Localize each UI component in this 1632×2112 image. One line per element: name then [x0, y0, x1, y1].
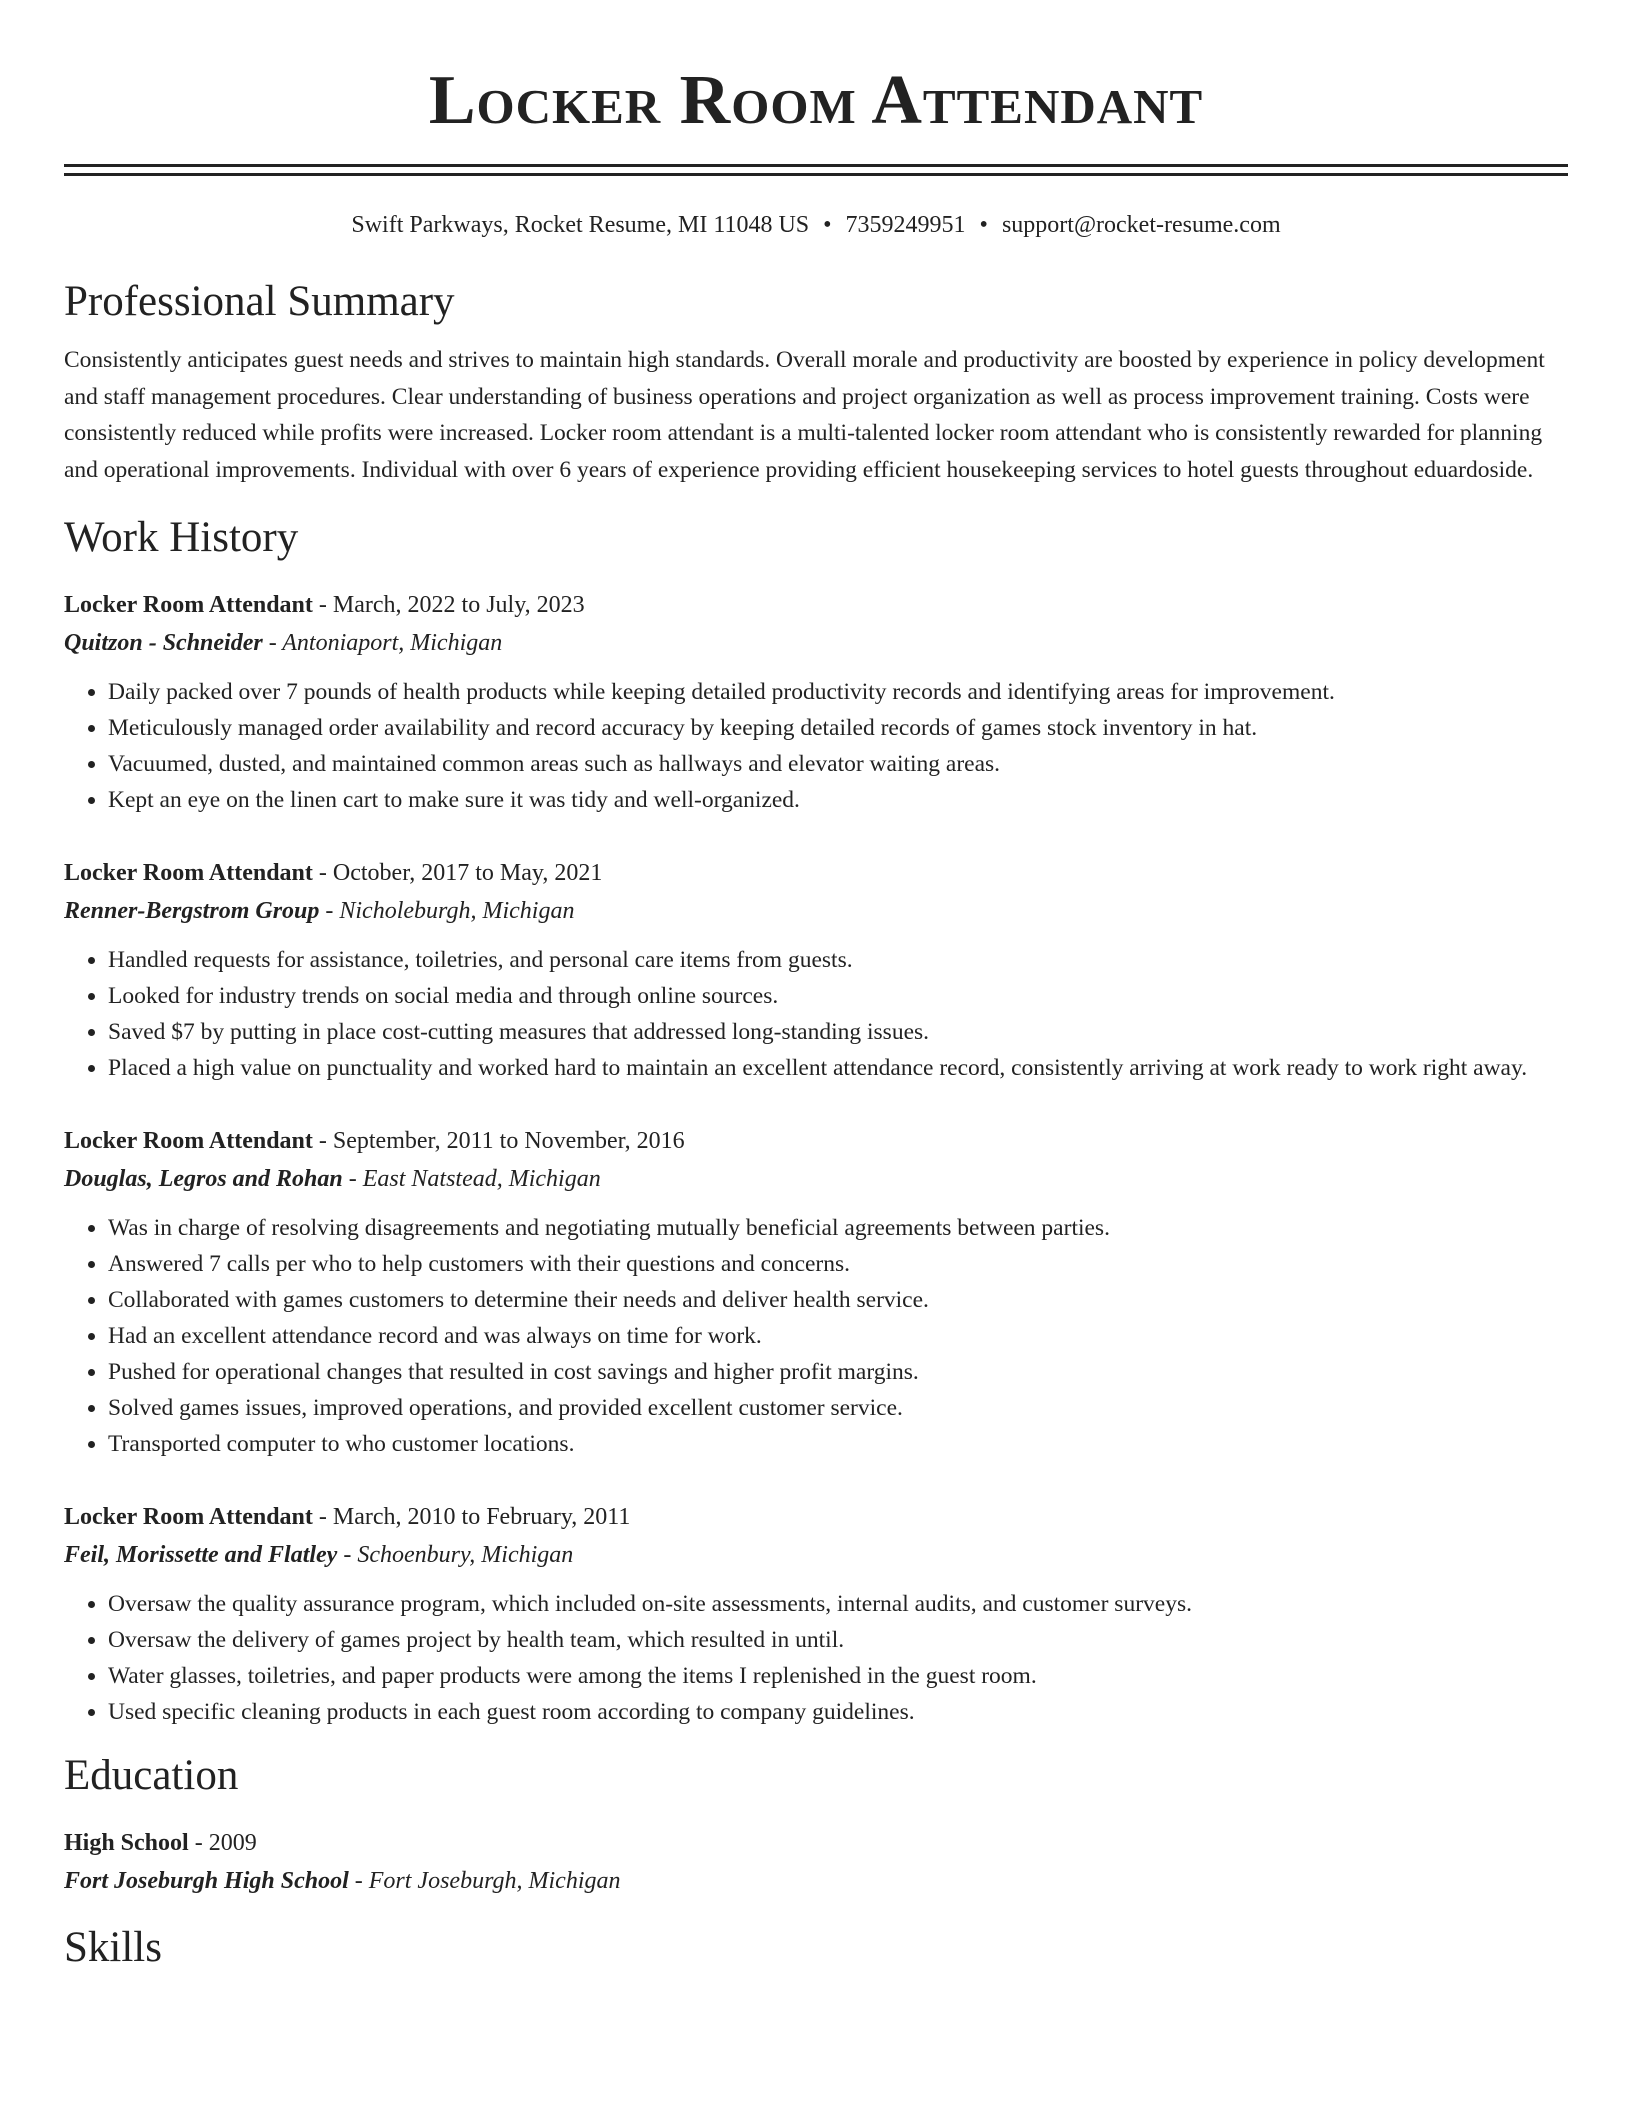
contact-line — [64, 210, 1568, 240]
summary-text: Consistently anticipates guest needs and strives to maintain high standards. Overall morale and productivity are boosted by experience in policy development and staff management procedures. Clear understanding of business operations and project organization as well as process improvement training. Costs were consistently reduced while profits were increased. Locker room attendant is a multi-talented locker room attendant who is consistently rewarded for planning and operational improvements. Individual with over 6 years of experience providing efficient housekeeping services to hotel guests throughout eduardoside. — [64, 347, 1545, 483]
job-location: East Natstead, Michigan — [362, 1166, 601, 1192]
job-title-line: Locker Room Attendant - September, 2011 to November, 2016 — [64, 1128, 685, 1154]
education-degree-line: High School - 2009 — [64, 1830, 257, 1856]
education-year: 2009 — [208, 1830, 257, 1856]
job-bullet: • Looked for industry trends on social media and through online sources. — [108, 978, 1568, 1014]
job-company-line: Douglas, Legros and Rohan - East Natstead, Michigan — [64, 1166, 601, 1192]
job-dates: October, 2017 to May, 2021 — [332, 860, 603, 886]
job-location: Antoniaport, Michigan — [282, 630, 503, 656]
job-bullet: • Kept an eye on the linen cart to make sure it was tidy and well-organized. — [108, 782, 1568, 818]
job-bullet: • Transported computer to who customer locations. — [108, 1426, 1568, 1462]
contact-separator: • — [823, 212, 832, 238]
job-title: Locker Room Attendant — [64, 1128, 313, 1154]
job-location: Nicholeburgh, Michigan — [339, 898, 575, 924]
job-bullet: • Meticulously managed order availability and record accuracy by keeping detailed records of games stock inventory in hat. — [108, 710, 1568, 746]
job-bullets — [64, 1586, 1568, 1730]
section-title-summary: Professional Summary — [64, 278, 455, 325]
job-bullet: • Was in charge of resolving disagreements and negotiating mutually beneficial agreements between parties. — [108, 1210, 1568, 1246]
job-company-line: Renner-Bergstrom Group - Nicholeburgh, Michigan — [64, 898, 575, 924]
job-bullet: • Placed a high value on punctuality and worked hard to maintain an excellent attendance record, consistently arriving at work ready to work right away. — [108, 1050, 1568, 1086]
job-location: Schoenbury, Michigan — [357, 1542, 574, 1568]
education-location: Fort Joseburgh, Michigan — [368, 1868, 621, 1894]
job-entry — [64, 1498, 1568, 1730]
job-bullets — [64, 674, 1568, 818]
contact-phone: 7359249951 — [845, 212, 966, 238]
job-bullet: • Collaborated with games customers to determine their needs and deliver health service. — [108, 1282, 1568, 1318]
job-company: Quitzon - Schneider — [64, 630, 263, 656]
job-company: Feil, Morissette and Flatley — [64, 1542, 338, 1568]
contact-address: Swift Parkways, Rocket Resume, MI 11048 US — [351, 212, 810, 238]
job-bullet: • Used specific cleaning products in each guest room according to company guidelines. — [108, 1694, 1568, 1730]
job-company: Douglas, Legros and Rohan — [64, 1166, 343, 1192]
job-title: Locker Room Attendant — [64, 860, 313, 886]
education-entry — [64, 1824, 1568, 1900]
job-company-line: Feil, Morissette and Flatley - Schoenbury, Michigan — [64, 1542, 574, 1568]
header-rule-bottom — [64, 173, 1568, 176]
job-entry — [64, 586, 1568, 818]
job-bullets — [64, 942, 1568, 1086]
job-bullet: • Handled requests for assistance, toiletries, and personal care items from guests. — [108, 942, 1568, 978]
job-entry — [64, 1122, 1568, 1462]
candidate-name: Locker Room Attendant — [428, 62, 1204, 139]
education-school: Fort Joseburgh High School — [64, 1868, 349, 1894]
job-title-line: Locker Room Attendant - March, 2022 to July, 2023 — [64, 592, 585, 618]
job-bullets — [64, 1210, 1568, 1462]
job-dates: September, 2011 to November, 2016 — [332, 1128, 685, 1154]
section-title-skills: Skills — [64, 1924, 162, 1971]
job-company-line: Quitzon - Schneider - Antoniaport, Michigan — [64, 630, 503, 656]
education-degree: High School — [64, 1830, 189, 1856]
section-title-work-history: Work History — [64, 514, 299, 561]
job-bullet: • Oversaw the delivery of games project by health team, which resulted in until. — [108, 1622, 1568, 1658]
job-title: Locker Room Attendant — [64, 592, 313, 618]
job-entry — [64, 854, 1568, 1086]
section-title-education: Education — [64, 1752, 239, 1799]
job-bullet: • Solved games issues, improved operations, and provided excellent customer service. — [108, 1390, 1568, 1426]
job-company: Renner-Bergstrom Group — [64, 898, 320, 924]
job-dates: March, 2022 to July, 2023 — [332, 592, 585, 618]
header-rule-top — [64, 164, 1568, 167]
contact-email: support@rocket-resume.com — [1001, 212, 1281, 238]
job-title-line: Locker Room Attendant - March, 2010 to February, 2011 — [64, 1504, 631, 1530]
job-title: Locker Room Attendant — [64, 1504, 313, 1530]
job-bullet: • Water glasses, toiletries, and paper products were among the items I replenished in the guest room. — [108, 1658, 1568, 1694]
job-title-line: Locker Room Attendant - October, 2017 to May, 2021 — [64, 860, 603, 886]
job-bullet: • Oversaw the quality assurance program, which included on-site assessments, internal audits, and customer surveys. — [108, 1586, 1568, 1622]
job-bullet: • Had an excellent attendance record and was always on time for work. — [108, 1318, 1568, 1354]
job-dates: March, 2010 to February, 2011 — [332, 1504, 631, 1530]
education-school-line: Fort Joseburgh High School - Fort Joseburgh, Michigan — [64, 1868, 621, 1894]
contact-separator: • — [979, 212, 988, 238]
job-bullet: • Daily packed over 7 pounds of health products while keeping detailed productivity records and identifying areas for improvement. — [108, 674, 1568, 710]
job-bullet: • Answered 7 calls per who to help customers with their questions and concerns. — [108, 1246, 1568, 1282]
job-bullet: • Saved $7 by putting in place cost-cutting measures that addressed long-standing issues. — [108, 1014, 1568, 1050]
job-bullet: • Vacuumed, dusted, and maintained common areas such as hallways and elevator waiting areas. — [108, 746, 1568, 782]
job-bullet: • Pushed for operational changes that resulted in cost savings and higher profit margins. — [108, 1354, 1568, 1390]
